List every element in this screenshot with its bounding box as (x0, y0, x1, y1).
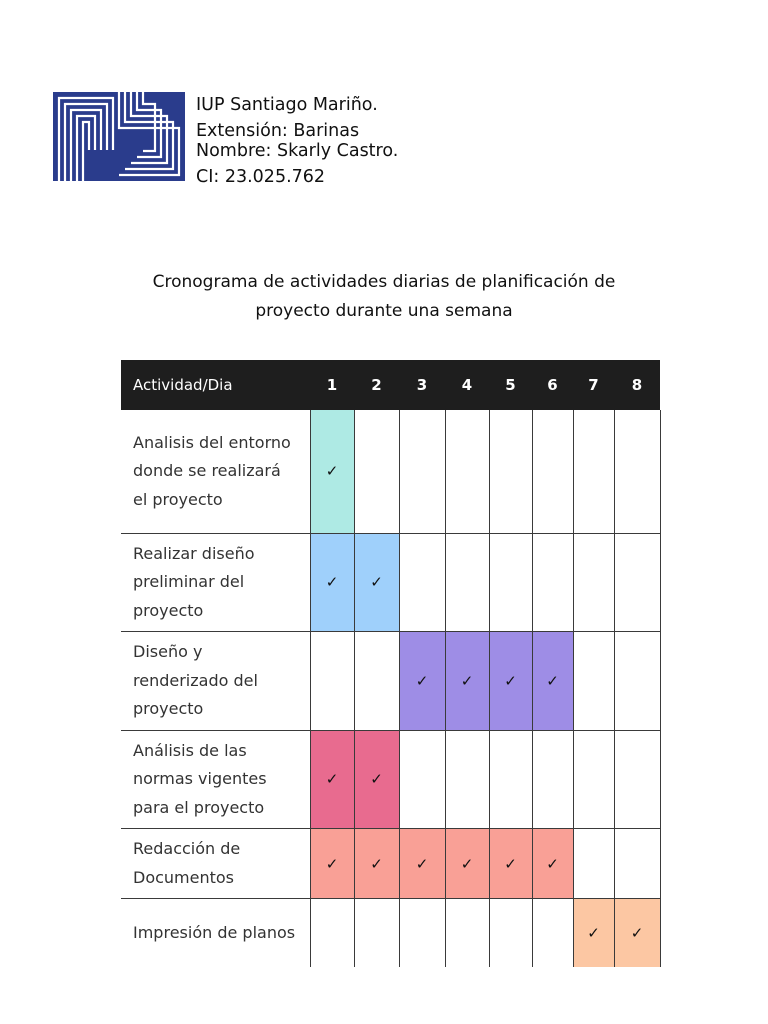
day-cell (399, 829, 445, 899)
check-mark-icon: ✓ (460, 854, 474, 873)
day-cell (354, 410, 399, 533)
day-cell (399, 410, 445, 533)
day-cell (445, 410, 489, 533)
day-cell (614, 533, 660, 632)
check-mark-icon: ✓ (504, 854, 517, 873)
day-cell (573, 899, 614, 967)
day-header: 8 (614, 360, 660, 410)
day-cell (310, 632, 354, 731)
activity-cell: Análisis de las normas vigentes para el proyecto (121, 730, 310, 829)
schedule-table (121, 360, 661, 967)
day-header: 5 (489, 360, 532, 410)
document-title-line-2: proyecto durante una semana (255, 301, 513, 321)
day-cell (445, 632, 489, 731)
student-info (196, 92, 398, 190)
check-mark-icon: ✓ (587, 923, 600, 942)
day-cell (445, 533, 489, 632)
document-title (100, 268, 668, 326)
student-id: CI: 23.025.762 (196, 167, 326, 187)
student-name: Nombre: Skarly Castro. (196, 141, 399, 161)
check-mark-icon: ✓ (415, 854, 429, 873)
check-mark-icon: ✓ (504, 671, 517, 690)
day-header: 6 (532, 360, 573, 410)
institution-name: IUP Santiago Mariño. (196, 95, 378, 115)
table-row (121, 829, 660, 899)
day-cell (399, 899, 445, 967)
day-cell (573, 533, 614, 632)
activity-cell: Redacción de Documentos (121, 829, 310, 899)
day-cell (310, 829, 354, 899)
day-cell (445, 730, 489, 829)
day-cell (489, 730, 532, 829)
day-cell (489, 533, 532, 632)
day-cell (354, 730, 399, 829)
check-mark-icon: ✓ (325, 770, 339, 789)
day-cell (310, 410, 354, 533)
day-cell (614, 730, 660, 829)
activity-cell: Impresión de planos (133, 922, 296, 942)
check-mark-icon: ✓ (370, 770, 383, 789)
day-cell (532, 632, 573, 731)
check-mark-icon: ✓ (546, 854, 559, 873)
day-cell (489, 829, 532, 899)
day-cell (445, 899, 489, 967)
day-cell (445, 829, 489, 899)
check-mark-icon: ✓ (325, 854, 339, 873)
table-row (121, 533, 660, 632)
extension-line: Extensión: Barinas (196, 121, 360, 141)
day-cell (573, 829, 614, 899)
activity-cell: Analisis del entorno donde se realizará el proyecto (121, 410, 310, 533)
institution-logo (53, 92, 185, 181)
day-cell (614, 632, 660, 731)
day-cell (399, 632, 445, 731)
table-header-row (121, 360, 660, 410)
table-row (121, 410, 660, 533)
day-header: 2 (354, 360, 399, 410)
day-cell (614, 410, 660, 533)
day-cell (489, 410, 532, 533)
day-cell (573, 632, 614, 731)
day-cell (573, 410, 614, 533)
day-cell (532, 533, 573, 632)
check-mark-icon: ✓ (460, 671, 474, 690)
day-header: 7 (573, 360, 614, 410)
day-cell (354, 899, 399, 967)
activity-cell: Realizar diseño preliminar del proyecto (121, 533, 310, 632)
day-cell (489, 632, 532, 731)
day-header: 3 (399, 360, 445, 410)
day-cell (532, 829, 573, 899)
day-cell (573, 730, 614, 829)
activity-column-header: Actividad/Dia (121, 360, 310, 410)
day-cell (532, 410, 573, 533)
check-mark-icon: ✓ (370, 854, 383, 873)
day-cell (532, 899, 573, 967)
check-mark-icon: ✓ (325, 462, 339, 481)
table-row (121, 730, 660, 829)
day-cell (532, 730, 573, 829)
document-title-line-1: Cronograma de actividades diarias de planificación de (152, 272, 616, 292)
day-cell (614, 899, 660, 967)
check-mark-icon: ✓ (415, 671, 429, 690)
day-cell (489, 899, 532, 967)
day-cell (354, 533, 399, 632)
day-cell (310, 533, 354, 632)
check-mark-icon: ✓ (325, 573, 339, 592)
day-cell (354, 632, 399, 731)
day-cell (310, 899, 354, 967)
table-row (121, 899, 660, 967)
day-cell (614, 829, 660, 899)
day-cell (354, 829, 399, 899)
check-mark-icon: ✓ (630, 923, 644, 942)
day-cell (310, 730, 354, 829)
check-mark-icon: ✓ (370, 573, 383, 592)
activity-cell: Diseño y renderizado del proyecto (121, 632, 310, 731)
table-row (121, 632, 660, 731)
check-mark-icon: ✓ (546, 671, 559, 690)
day-header: 1 (310, 360, 354, 410)
day-cell (399, 533, 445, 632)
day-header: 4 (445, 360, 489, 410)
day-cell (399, 730, 445, 829)
